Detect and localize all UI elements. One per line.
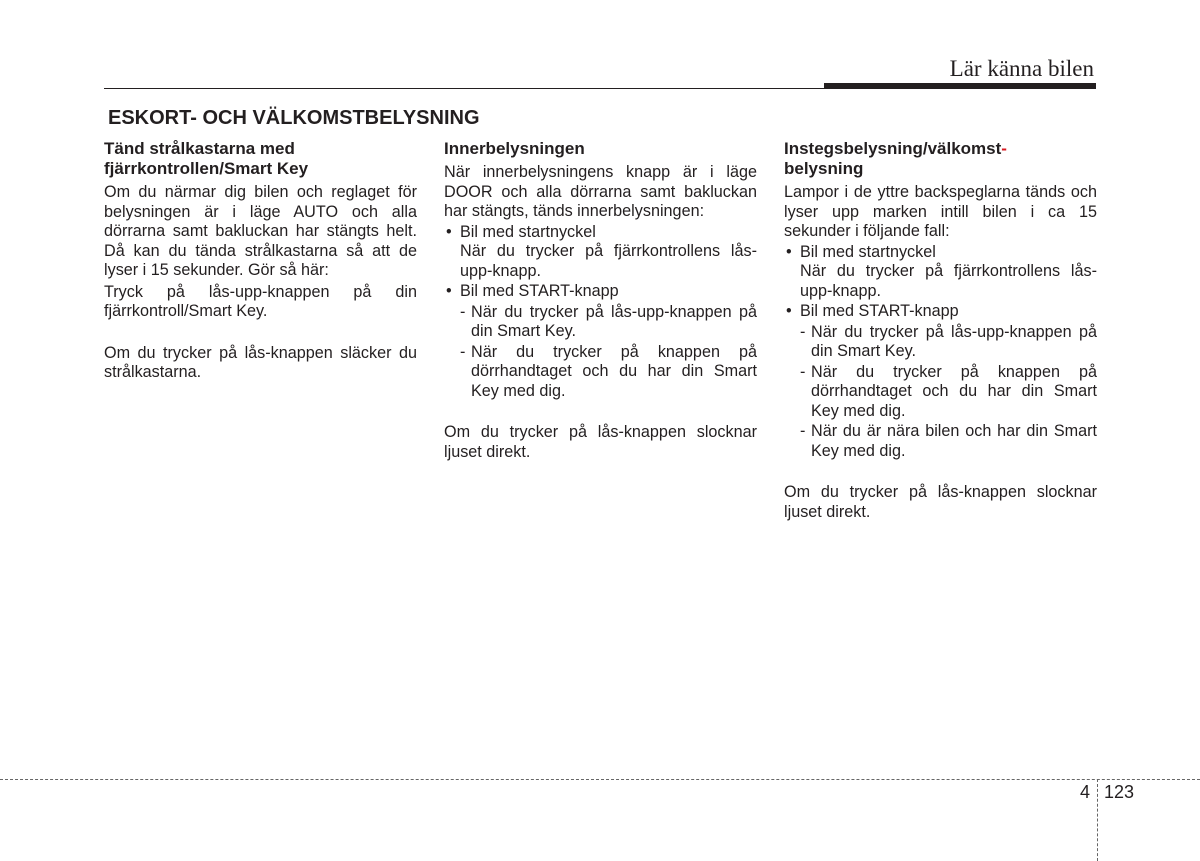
list-item [444,282,757,401]
running-header: Lär känna bilen [949,56,1094,81]
paragraph: Om du trycker på lås-knappen slocknar ljuset direkt. [444,423,757,461]
footer-divider-vertical [1097,779,1098,861]
paragraph: Om du trycker på lås-knappen släcker du strålkastarna. [104,343,417,381]
paragraph: Lampor i de yttre backspeglarna tänds och lyser upp marken intill bilen i ca 15 sekunder i följande fall: [784,183,1097,240]
bullet-heading: • Bil med startnyckel [800,242,936,261]
bullet-heading: • Bil med START-knapp [460,282,619,300]
bullet-text: När du trycker på fjärrkontrollens lås-upp-knapp. [800,262,1097,300]
list-item [784,243,1097,302]
list-item [784,302,1097,461]
dash-list [800,323,1097,462]
bullet-text: När du trycker på fjärrkontrollens lås-upp-knapp. [460,242,757,280]
page-number: 123 [1104,782,1135,802]
dash-item: - När du trycker på knappen på dörrhandtaget och du har din Smart Key med dig. [800,363,1097,422]
dash-item: - När du trycker på lås-upp-knappen på din Smart Key. [800,323,1097,362]
section-title: ESKORT- OCH VÄLKOMSTBELYSNING [108,107,480,129]
bullet-heading: • Bil med START-knapp [800,302,959,320]
subheading-headlights: Tänd strålkastarna med fjärrkontrollen/Smart Key [104,139,309,178]
dash-list [460,303,757,402]
paragraph: Om du närmar dig bilen och reglaget för belysningen är i läge AUTO och alla dörrarna samt bakluckan har stängts helt. Då kan du tända strålkastarna så att de lyser i 15 sekunder. Gör så här: [104,183,417,279]
subheading-part: Instegsbelysning/välkomst [784,139,1002,158]
hyphen-mark: - [1001,139,1007,158]
subheading-interior-light: Innerbelysningen [444,139,585,158]
list-item [444,223,757,282]
column-headlights [104,139,417,383]
footer-divider [0,779,1200,780]
bullet-heading: • Bil med startnyckel [460,222,596,241]
column-interior-light [444,139,757,462]
dash-item: - När du trycker på lås-upp-knappen på din Smart Key. [460,303,757,342]
chapter-number: 4 [1080,782,1091,802]
subheading-part: belysning [784,159,864,178]
bullet-list [444,223,757,402]
column-welcome-light [784,139,1097,522]
paragraph: När innerbelysningens knapp är i läge DOOR och alla dörrarna samt bakluckan har stängts, tänds innerbelysningen: [444,163,757,220]
dash-item: - När du är nära bilen och har din Smart Key med dig. [800,422,1097,461]
header-rule-accent [824,83,1096,89]
paragraph: Tryck på lås-upp-knappen på din fjärrkontroll/Smart Key. [104,282,417,320]
subheading-welcome-light [784,139,1097,179]
bullet-list [784,243,1097,462]
paragraph: Om du trycker på lås-knappen slocknar ljuset direkt. [784,483,1097,521]
dash-item: - När du trycker på knappen på dörrhandtaget och du har din Smart Key med dig. [460,343,757,402]
